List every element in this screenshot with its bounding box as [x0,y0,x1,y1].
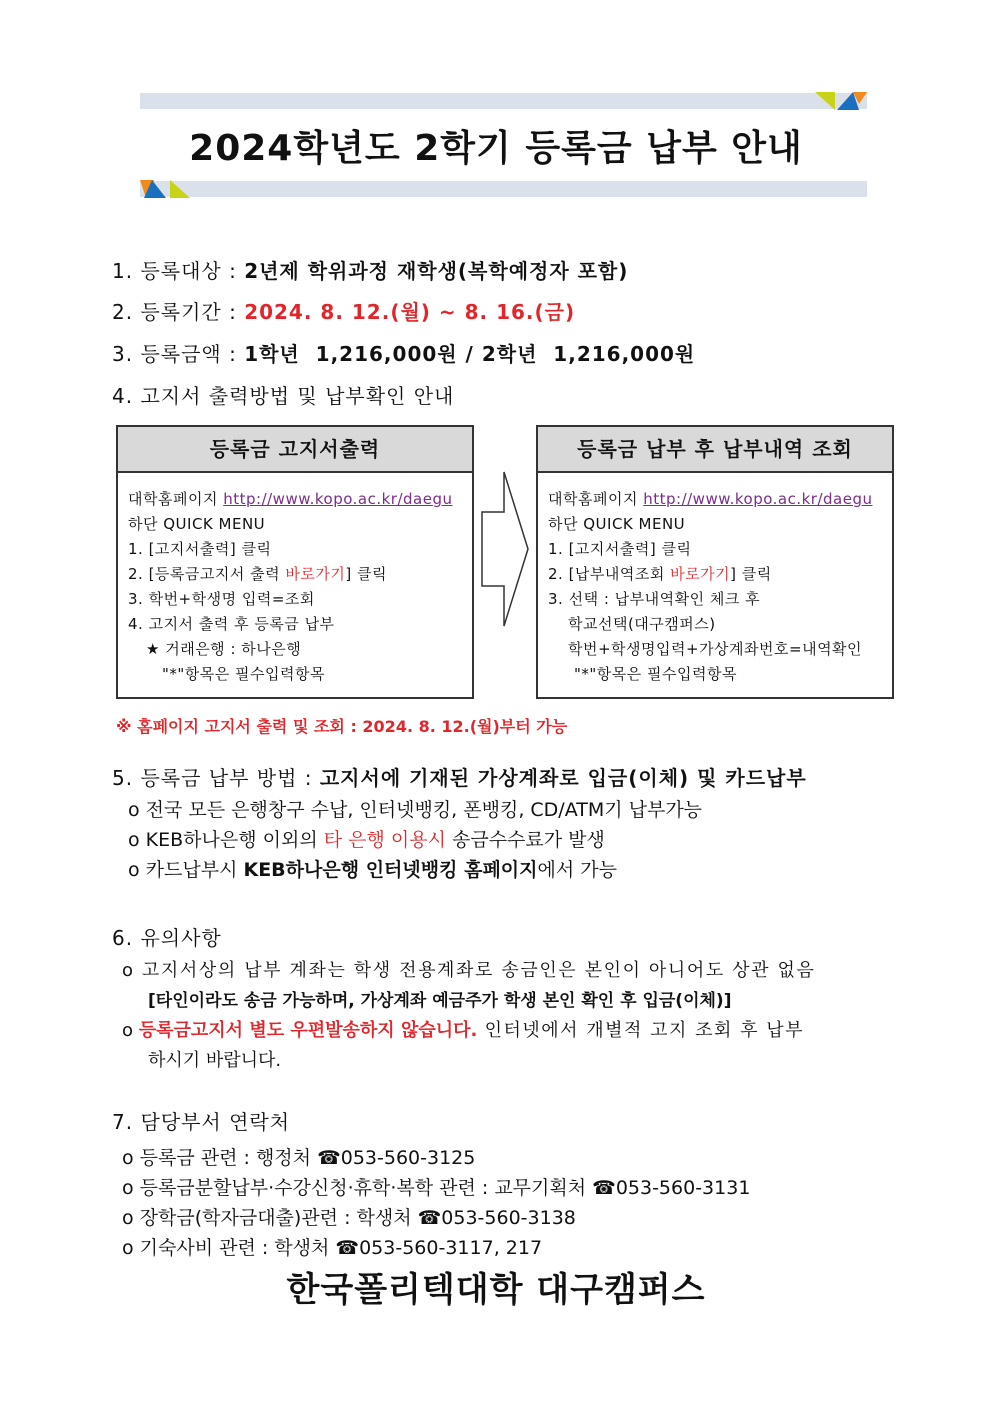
box-line: 1. [고지서출력] 클릭 [128,540,272,558]
box-payment-check [536,425,894,699]
box-line: 3. 학번+학생명 입력=조회 [128,590,315,608]
box-header: 등록금 납부 후 납부내역 조회 [538,427,892,473]
box-line: 학번+학생명입력+가상계좌번호=내역확인 [568,640,863,658]
section-notes: 6. 유의사항 [112,926,222,950]
box-line: 4. 고지서 출력 후 등록금 납부 [128,615,335,633]
bullet: o 전국 모든 은행창구 수납, 인터넷뱅킹, 폰뱅킹, CD/ATM기 납부가능 [128,799,703,821]
contact-item: o 장학금(학자금대출)관련 : 학생처 ☎053-560-3138 [122,1207,576,1229]
phone-icon: ☎ [317,1147,341,1169]
phone-icon: ☎ [592,1177,616,1199]
box-line: 2. [납부내역조회 바로가기] 클릭 [548,565,772,583]
box-line: 3. 선택 : 납부내역확인 체크 후 [548,590,761,608]
box-line: 하단 QUICK MENU [128,515,266,533]
homepage-link[interactable]: http://www.kopo.ac.kr/daegu [643,490,873,508]
bullet-cont: 하시기 바랍니다. [148,1050,282,1071]
box-invoice-print [116,425,474,699]
box-header: 등록금 고지서출력 [118,427,472,473]
item-amount: 3. 등록금액 : 1학년 1,216,000원 / 2학년 1,216,000원 [112,342,696,366]
box-line: 1. [고지서출력] 클릭 [548,540,692,558]
campus-name: 한국폴리텍대학 대구캠퍼스 [286,1270,706,1310]
box-line: 대학홈페이지 http://www.kopo.ac.kr/daegu [128,490,453,508]
box-line: 대학홈페이지 http://www.kopo.ac.kr/daegu [548,490,873,508]
box-line: 2. [등록금고지서 출력 바로가기] 클릭 [128,565,387,583]
arrow-right-icon [478,470,534,628]
item-guide: 4. 고지서 출력방법 및 납부확인 안내 [112,384,455,408]
header-bottom-bar [140,181,867,197]
bullet: o 고지서상의 납부 계좌는 학생 전용계좌로 송금인은 본인이 아니어도 상관 없음 [122,960,816,981]
contact-item: o 기숙사비 관련 : 학생처 ☎053-560-3117, 217 [122,1237,543,1259]
section-contacts: 7. 담당부서 연락처 [112,1110,291,1134]
notice-text: ※ 홈페이지 고지서 출력 및 조회 : 2024. 8. 12.(월)부터 가능 [116,717,568,736]
corner-decoration-icon [140,178,195,200]
phone-icon: ☎ [335,1237,360,1259]
bullet-note: [타인이라도 송금 가능하며, 가상계좌 예금주가 학생 본인 확인 후 입금(이체)] [148,991,732,1011]
page-title: 2024학년도 2학기 등록금 납부 안내 [189,128,803,169]
bullet: o 등록금고지서 별도 우편발송하지 않습니다. 인터넷에서 개별적 고지 조회 후 납부 [122,1020,805,1041]
header-top-bar [140,93,867,109]
homepage-link[interactable]: http://www.kopo.ac.kr/daegu [223,490,453,508]
box-line: 학교선택(대구캠퍼스) [568,615,716,633]
contact-item: o 등록금분할납부·수강신청·휴학·복학 관련 : 교무기획처 ☎053-560-3131 [122,1177,751,1199]
corner-decoration-icon [815,90,870,112]
item-period: 2. 등록기간 : 2024. 8. 12.(월) ~ 8. 16.(금) [112,300,576,324]
bullet: o 카드납부시 KEB하나은행 인터넷뱅킹 홈페이지에서 가능 [128,859,617,881]
required-note: "*"항목은 필수입력항목 [162,665,325,683]
required-note: "*"항목은 필수입력항목 [574,665,737,683]
box-line: 하단 QUICK MENU [548,515,686,533]
section-payment-method: 5. 등록금 납부 방법 : 고지서에 기재된 가상계좌로 입금(이체) 및 카드납부 [112,766,807,790]
bullet: o KEB하나은행 이외의 타 은행 이용시 송금수수료가 발생 [128,829,605,851]
bank-note: ★ 거래은행 : 하나은행 [146,640,302,658]
item-target: 1. 등록대상 : 2년제 학위과정 재학생(복학예정자 포함) [112,259,629,283]
phone-icon: ☎ [417,1207,442,1229]
contact-item: o 등록금 관련 : 행정처 ☎053-560-3125 [122,1147,476,1169]
